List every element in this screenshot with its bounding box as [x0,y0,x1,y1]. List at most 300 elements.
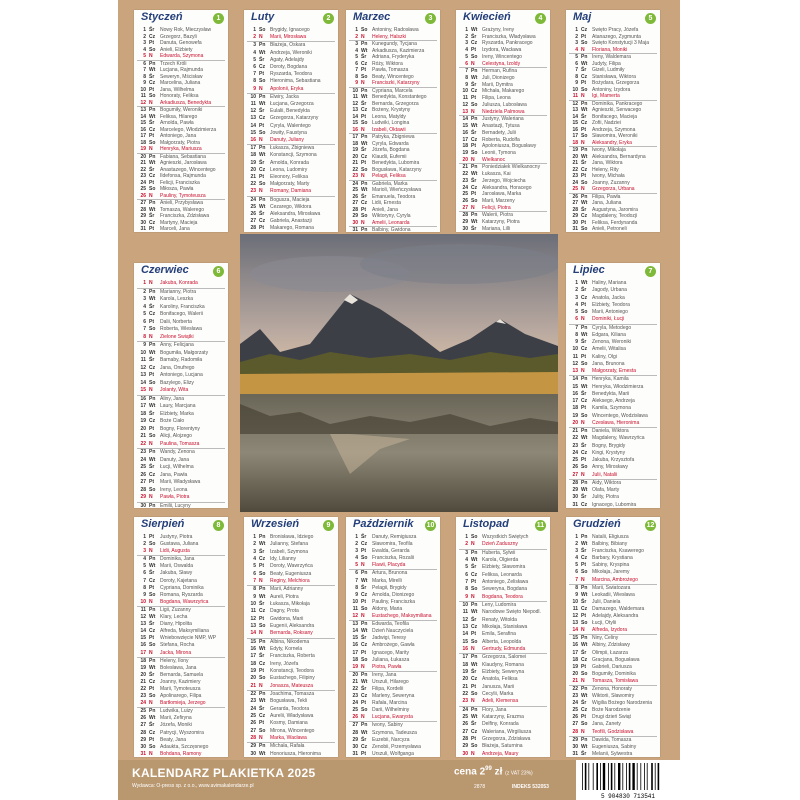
weekday: Wt [581,280,588,286]
name-day: Szymona, Tadeusza [372,729,417,736]
day-row [569,332,657,339]
month-header [456,517,550,534]
name-day: Karola, Leszka [160,296,194,302]
day-number: 5 [465,564,468,571]
day-row [247,196,335,204]
name-day: Andrzeja, Maury [482,750,519,757]
day-row [247,167,335,174]
name-day: Grzegorza, Salomei [482,654,527,661]
weekday: N [149,333,153,340]
name-day: Marii, Zefiryna [160,715,192,722]
day-row [349,664,437,671]
weekday: Pt [149,584,154,591]
day-row [137,288,225,297]
name-day: Marii, Oswalda [160,563,194,570]
day-row [459,736,547,743]
day-number: 7 [143,67,146,74]
day-number: 17 [352,649,358,656]
name-day: Mirona, Wincentego [270,727,315,734]
weekday: Wt [259,593,266,600]
day-row [247,638,335,646]
weekday: Cz [149,678,156,685]
day-number: 19 [462,149,468,156]
weekday: So [581,179,588,186]
name-day: Małgorzaty, Marty [270,181,310,188]
weekday: Śr [581,548,587,555]
name-day: Bogny, Florentyny [160,425,200,432]
weekday: Cz [149,311,156,317]
day-row [247,27,335,34]
day-number: 29 [572,736,578,743]
name-day: Seweryna, Bogdana [482,586,528,593]
day-number: 19 [140,664,146,671]
day-row [459,617,547,624]
day-number: 9 [253,593,256,600]
day-number: 26 [462,197,468,204]
day-number: 26 [250,211,256,218]
day-number: 20 [140,153,146,160]
day-row [569,413,657,420]
name-day: Emila, Serafina [482,631,516,638]
month-name: Wrzesień [251,518,300,530]
day-number: 11 [572,353,578,360]
day-row [247,71,335,78]
weekday: Wt [259,750,266,757]
name-day: Danuty, Jana [160,456,190,463]
name-day: Aldony, Maria [372,605,403,612]
day-number: 30 [250,750,256,757]
name-day: Marceli, Jana [160,226,190,232]
weekday: N [259,85,263,92]
weekday: Wt [149,715,156,722]
day-row [459,743,547,750]
day-row [247,742,335,750]
day-number: 2 [355,33,358,40]
name-day: Kingi, Krystyny [592,449,626,456]
day-row [349,606,437,613]
weekday: So [259,78,266,85]
day-row [459,541,547,548]
name-day: Łucji, Otylii [592,620,617,627]
day-row [137,737,225,744]
day-number: 5 [355,54,358,61]
day-number: 20 [572,670,578,677]
day-number: 23 [572,442,578,449]
day-row [247,571,335,578]
name-day: Augustyna, Jaromira [592,206,638,213]
day-row [137,621,225,628]
day-number: 14 [352,628,358,635]
day-number: 23 [352,693,358,700]
name-day: Andrzeja, Szymona [592,126,636,133]
weekday: Cz [471,88,478,95]
day-row [569,736,657,744]
day-number: 16 [462,129,468,136]
day-row [137,448,225,457]
day-number: 13 [140,107,146,114]
day-number: 1 [465,534,468,540]
weekday: Śr [581,750,587,757]
weekday: Wt [361,94,368,101]
day-row [137,650,225,657]
name-day: Paulina, Tomasza [160,440,200,447]
day-row [459,137,547,144]
day-row [247,160,335,167]
day-row [137,657,225,665]
day-number: 23 [462,177,468,184]
weekday: Wt [259,541,266,548]
day-number: 3 [575,548,578,555]
day-number: 27 [250,727,256,734]
day-row [137,311,225,319]
day-row [137,380,225,388]
weekday: So [149,541,156,548]
day-number: 1 [355,27,358,33]
weekday: Cz [581,501,588,508]
weekday: So [149,379,156,386]
day-number: 27 [462,728,468,735]
day-row [349,585,437,592]
day-row [569,435,657,442]
day-row [247,706,335,713]
name-day: Franciszka, Władysława [482,33,536,40]
name-day: Wandy, Zenona [160,449,195,455]
name-day: Błażeja, Oskara [270,42,306,49]
day-number: 4 [355,555,358,562]
day-number: 10 [462,88,468,95]
weekday: Wt [471,556,478,563]
day-number: 21 [572,677,578,684]
name-day: Wielkanoc [482,156,506,163]
name-day: Klary, Lecha [160,614,188,621]
day-row [349,751,437,757]
day-row [137,672,225,679]
name-day: Aleksandra, Horacego [482,184,532,191]
name-day: Marcina, Ambrożego [592,576,638,583]
name-day: Dominiki, Łucji [592,316,625,323]
day-row [349,562,437,569]
day-row [247,720,335,727]
name-day: Grzegorza, Urbana [592,186,635,193]
weekday: N [149,192,153,199]
weekday: Pt [149,318,154,325]
name-day: Beaty, Eugeniusza [270,570,312,577]
weekday: Pt [149,425,154,432]
day-number: 9 [355,591,358,598]
weekday: N [581,186,585,193]
name-day: Jana, Wiktora [592,160,623,167]
day-number: 28 [572,728,578,735]
name-day: Wniebowzięcie NMP, WP [160,635,217,642]
name-day: Bartłomieja, Jerzego [160,700,206,707]
name-day: Roberta, Rudolfa [482,136,520,143]
day-number: 25 [462,713,468,720]
weekday: So [581,40,588,47]
day-row [247,137,335,144]
name-day: Marcelina, Juliana [160,80,201,87]
weekday: Cz [149,577,156,584]
day-row [459,609,547,616]
day-number: 17 [462,654,468,661]
weekday: Śr [259,705,265,712]
name-day: Ludwiki, Longina [372,120,410,127]
day-row [349,133,437,141]
day-number: 5 [355,562,358,569]
weekday: Pt [471,735,476,742]
name-day: Anatola, Feliksa [482,676,518,683]
day-number: 11 [572,93,578,100]
day-number: 9 [143,342,146,348]
day-row [459,95,547,102]
name-day: Adelajdy, Aleksandra [592,613,639,620]
day-number: 1 [253,534,256,540]
weekday: Wt [259,152,266,159]
name-day: Ludwika, Luizy [160,708,193,715]
weekday: Wt [581,487,588,493]
day-row [459,67,547,75]
weekday: N [581,627,585,634]
day-row [247,630,335,637]
name-day: Dagny, Prota [270,608,299,615]
weekday: Pn [259,586,266,593]
day-row [247,204,335,211]
weekday: N [149,649,153,656]
name-day: Cecylii, Marka [482,690,514,697]
name-day: Martyny, Macieja [160,219,198,226]
month-header [134,10,228,27]
name-day: Heleny, Rity [592,166,619,173]
weekday: Pt [149,40,154,47]
name-day: Dawida, Tomasza [592,736,632,743]
day-number: 18 [572,405,578,412]
day-number: 17 [572,133,578,140]
month-panel [134,10,228,232]
day-number: 3 [575,294,578,301]
weekday: Pt [259,720,264,727]
name-day: Marioli, Wieńczysława [372,187,422,194]
month-number-badge: 9 [323,520,334,531]
day-number: 8 [253,586,256,593]
day-number: 12 [250,615,256,622]
name-day: Bożeny, Krystyny [372,107,411,114]
day-row [247,608,335,615]
day-number: 5 [575,309,578,315]
day-number: 31 [140,226,146,232]
month-header [134,517,228,534]
name-day: Alfreda, Maksymiliana [160,628,209,635]
name-day: Feliksa, Leonarda [482,571,522,578]
day-row [569,346,657,353]
day-row [137,665,225,672]
day-number: 1 [465,27,468,33]
day-row [349,592,437,599]
day-number: 23 [572,693,578,700]
name-day: Klaudii, Eufemii [372,153,407,160]
day-number: 20 [250,675,256,682]
month-name: Listopad [463,518,509,530]
name-day: Narodowe Święto Niepodl. [482,609,541,616]
name-day: Filipa, Pawła [592,193,621,200]
day-number: 6 [143,318,146,325]
day-row [459,691,547,698]
name-day: Konstancji, Teodora [270,667,314,674]
day-number: 30 [352,219,358,226]
weekday: So [149,486,156,493]
day-number: 20 [140,425,146,432]
weekday: Pn [149,606,156,613]
day-number: 23 [140,173,146,180]
name-day: Pauliny, Franciszka [372,598,415,605]
weekday: So [471,101,478,108]
name-day: Ireny, Leona [160,486,188,493]
weekday: N [259,137,263,144]
day-row [459,109,547,116]
day-row [569,657,657,664]
weekday: Wt [361,577,368,584]
day-number: 5 [575,562,578,569]
day-row [569,361,657,368]
name-day: Marleny, Seweryna [372,693,415,700]
day-row [137,722,225,729]
weekday: So [149,743,156,750]
day-number: 23 [572,173,578,180]
name-day: Bogdana, Wawrzyńca [160,598,209,605]
name-day: Katarzyny, Piotra [482,219,520,226]
name-day: Izydora, Wacława [482,47,522,54]
weekday: N [259,630,263,637]
day-number: 24 [572,700,578,707]
weekday: Cz [361,541,368,548]
name-day: Adriana, Fryderyka [372,54,415,61]
weekday: Wt [149,456,156,463]
name-day: Marka, Wacława [270,734,307,741]
price-vat: (z VAT 23%) [505,770,533,777]
day-row [459,88,547,95]
name-day: Pauliny, Tymoteusza [160,192,206,199]
day-row [349,40,437,48]
month-panel [456,10,550,232]
name-day: Delfiny, Konrada [482,721,519,728]
name-day: Gerarda, Teodora [270,705,310,712]
day-row [137,548,225,555]
weekday: Cz [581,294,588,301]
weekday: N [149,494,153,500]
name-day: Jonasza, Mateusza [270,682,314,689]
weekday: Wt [581,435,588,442]
day-number: 24 [462,706,468,713]
day-row [247,34,335,41]
weekday: Wt [581,200,588,207]
weekday: Pn [259,690,266,697]
name-day: Czesława, Hieronima [592,419,640,426]
day-number: 17 [572,398,578,404]
name-day: Cyryla, Walentego [270,122,311,129]
name-day: Danuta, Genowefa [160,40,202,47]
day-number: 28 [140,729,146,736]
day-row [349,620,437,628]
name-day: Eugenii, Aleksandra [270,622,315,629]
day-number: 5 [143,311,146,317]
weekday: Wt [259,49,266,56]
name-day: Jakuba, Sławy [160,570,193,577]
day-row [137,730,225,737]
weekday: So [471,149,478,156]
name-day: Dalii, Norberta [160,318,192,325]
weekday: So [581,309,588,315]
name-day: Natalii, Eligiusza [592,534,629,540]
name-day: Juli, Dionizego [482,75,515,82]
weekday: Śr [361,584,367,591]
name-day: Wincentego, Wodzisława [592,412,648,419]
weekday: Pt [361,160,366,167]
name-day: Ambrożego, Gawła [372,642,415,649]
day-number: 12 [352,100,358,107]
name-day: Felicji, Franciszka [160,179,200,186]
weekday: N [581,677,585,684]
day-number: 26 [572,714,578,721]
day-row [459,586,547,593]
day-number: 14 [352,113,358,120]
day-row [569,494,657,501]
name-day: Juliana, Łukasza [372,656,410,663]
name-day: Kosmy, Damiana [270,720,308,727]
day-number: 6 [355,60,358,67]
name-day: Tomasza, Tomisława [592,677,639,684]
day-row [569,502,657,509]
weekday: Śr [471,616,477,623]
day-number: 26 [140,192,146,199]
day-number: 8 [575,331,578,338]
name-day: Arnolda, Konrada [270,159,309,166]
name-day: Filipa, Kordelii [372,685,404,692]
weekday: So [581,360,588,367]
day-number: 28 [462,212,468,219]
weekday: N [471,698,475,705]
weekday: Pn [471,706,478,713]
name-day: Gwidona, Marii [270,615,304,622]
weekday: Śr [581,339,587,345]
month-name: Kwiecień [463,11,511,23]
day-number: 2 [143,288,146,295]
weekday: Śr [149,303,155,310]
weekday: Cz [149,729,156,736]
name-day: Julianny, Stefana [270,541,308,548]
day-row [459,150,547,157]
day-number: 3 [575,40,578,47]
day-row [569,53,657,61]
day-number: 7 [355,67,358,74]
name-day: Balbiny, Gwidona [372,227,411,232]
day-number: 22 [140,166,146,173]
weekday: N [149,750,153,757]
day-row [137,433,225,441]
day-row [247,585,335,593]
day-number: 8 [465,586,468,593]
weekday: Śr [471,721,477,728]
day-number: 19 [352,147,358,154]
day-number: 30 [140,743,146,750]
name-day: Antoniego, Jana [160,133,197,140]
name-day: Anny, Mirosławy [592,464,629,471]
weekday: Pn [581,100,588,107]
weekday: N [581,419,585,426]
name-day: Brygidy, Ignacego [270,27,310,33]
day-number: 1 [143,280,146,286]
weekday: Wt [581,541,588,548]
day-number: 24 [572,449,578,456]
day-row [247,225,335,232]
weekday: N [361,173,365,180]
